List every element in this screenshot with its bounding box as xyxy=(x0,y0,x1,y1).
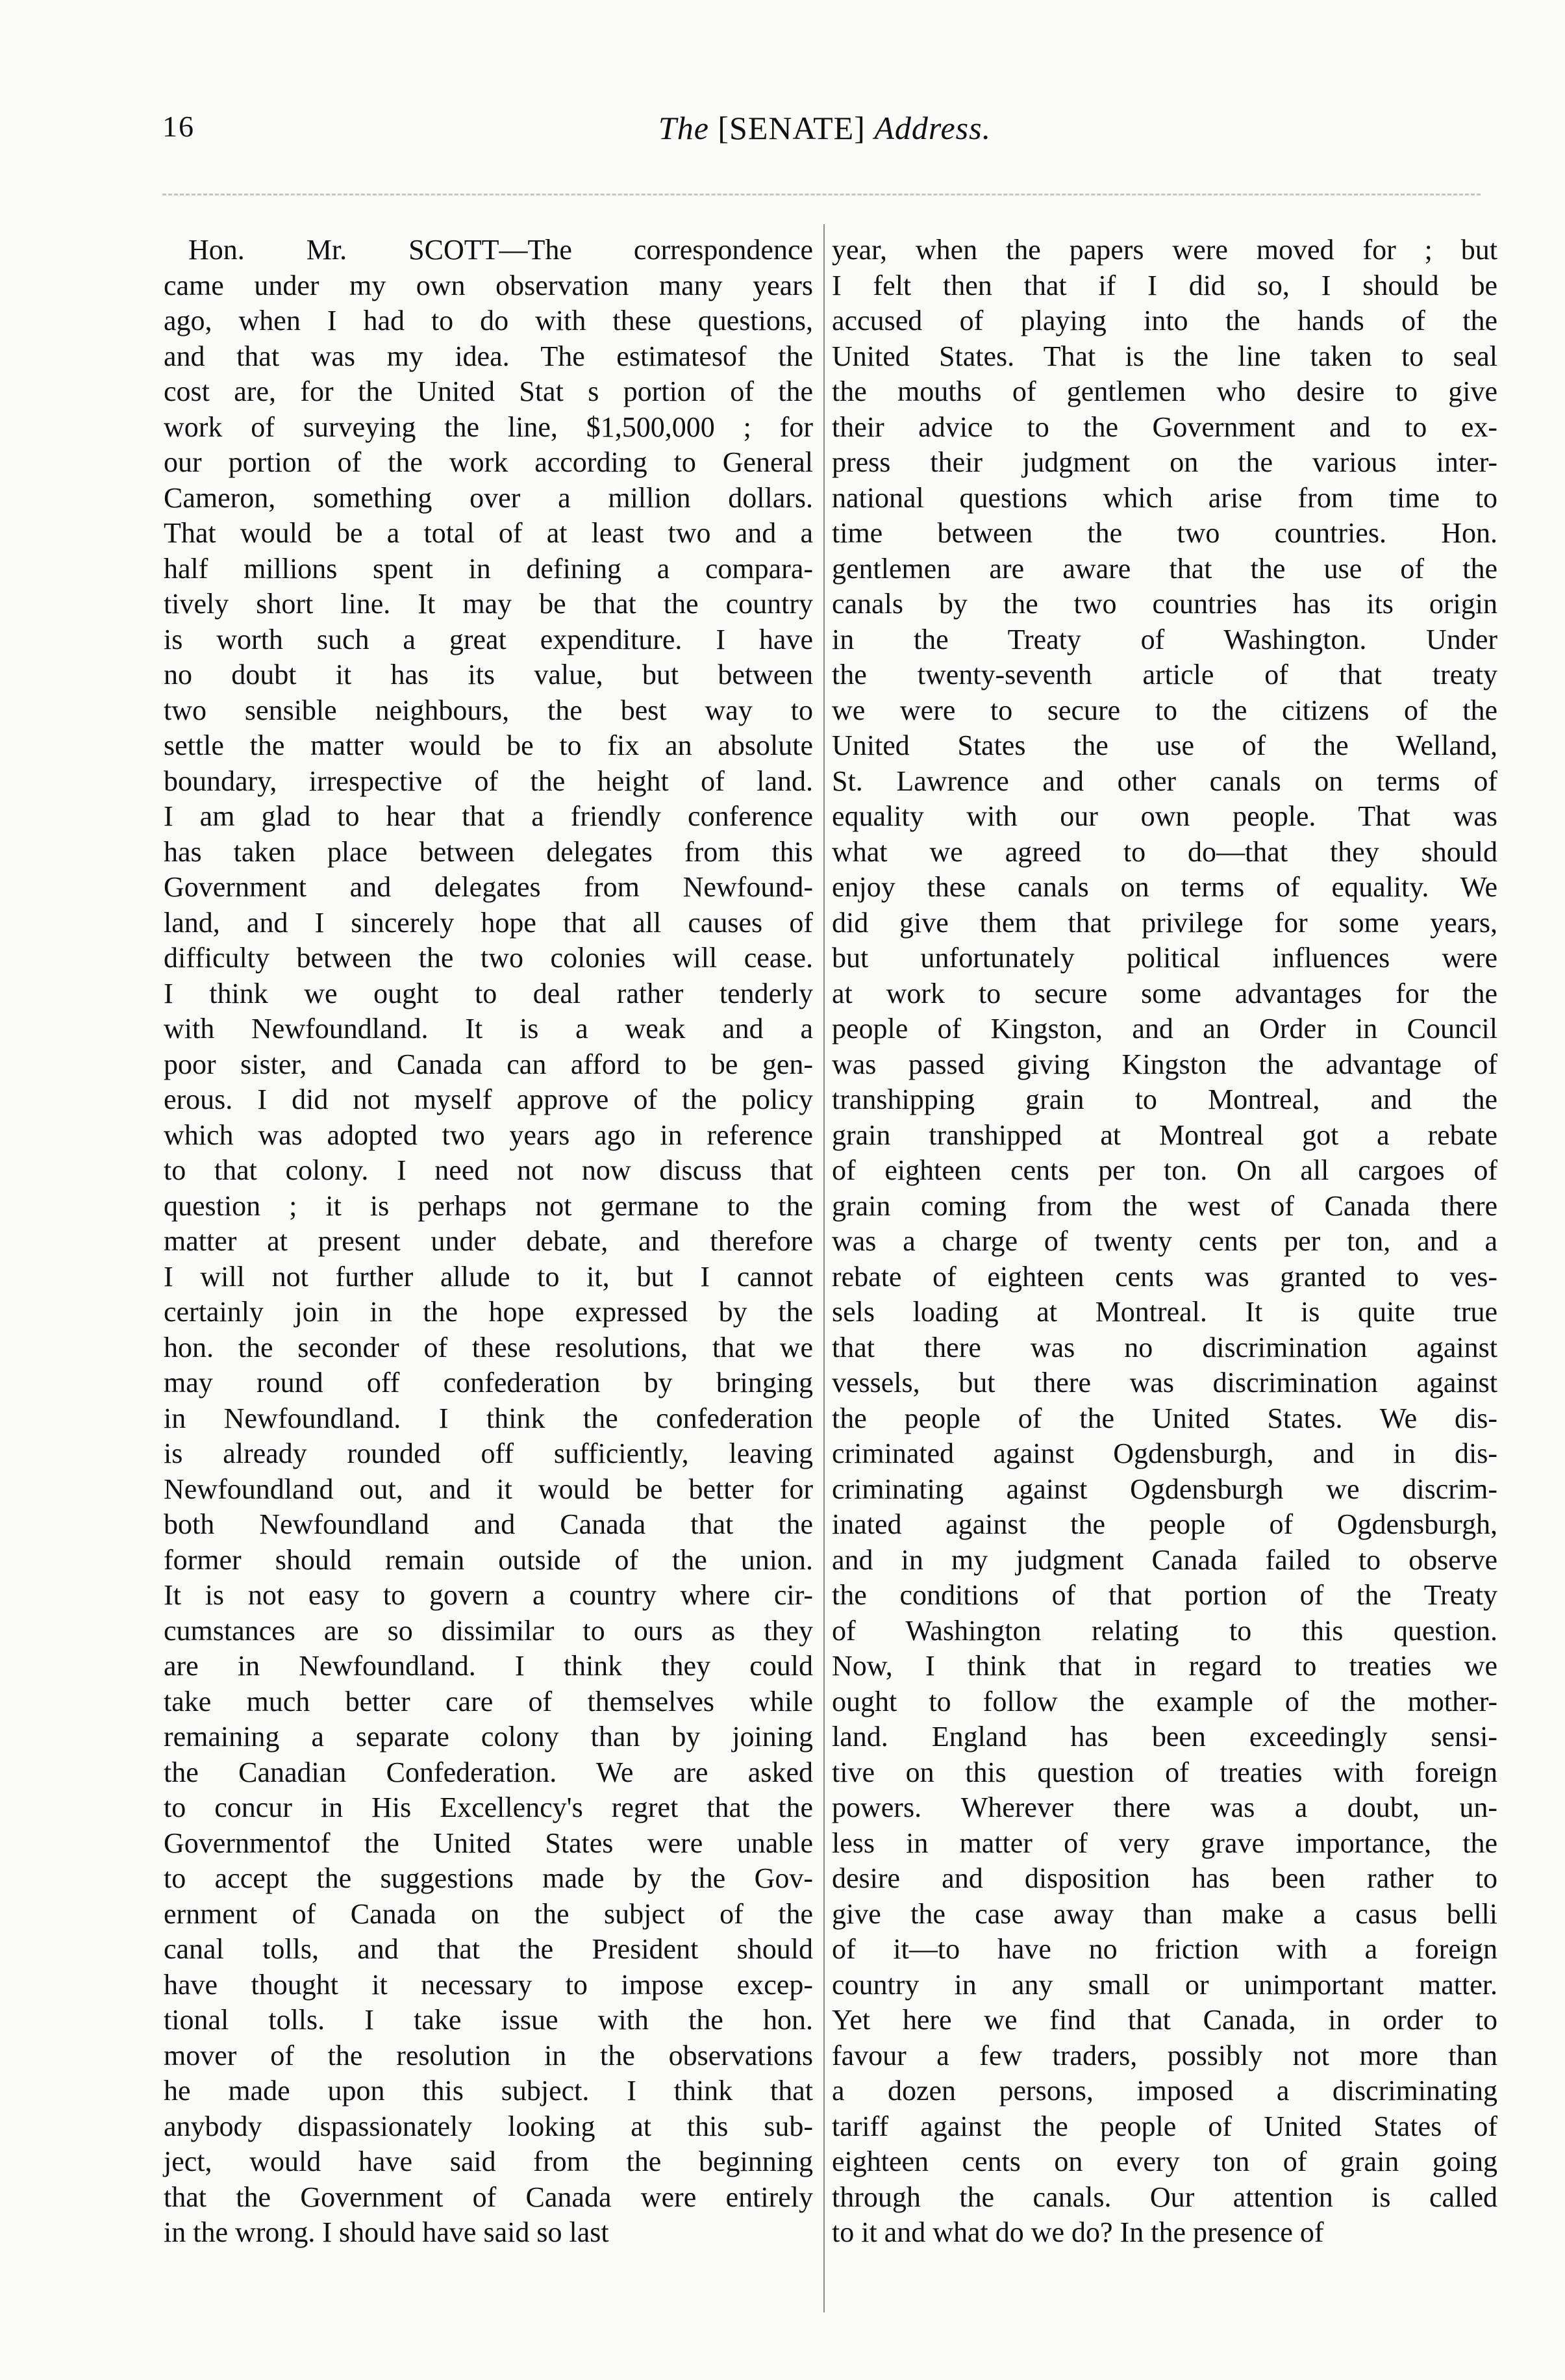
text-line: sels loading at Montreal. It is quite true xyxy=(832,1296,1497,1328)
text-line: through the canals. Our attention is called xyxy=(832,2181,1497,2213)
text-line: are in Newfoundland. I think they could xyxy=(164,1650,813,1682)
text-line: the twenty-seventh article of that treaty xyxy=(832,659,1497,690)
running-title xyxy=(156,109,1494,147)
text-line: transhipping grain to Montreal, and the xyxy=(832,1083,1497,1115)
text-line: question ; it is perhaps not germane to the xyxy=(164,1189,813,1222)
text-line: ago, when I had to do with these questions, xyxy=(164,305,813,336)
text-line: favour a few traders, possibly not more than xyxy=(832,2039,1497,2071)
text-line: remaining a separate colony than by joining xyxy=(164,1721,813,1753)
text-line: grain coming from the west of Canada there xyxy=(832,1189,1497,1222)
text-line: I think we ought to deal rather tenderly xyxy=(164,977,813,1009)
text-line: in the wrong. I should have said so last xyxy=(164,2216,609,2248)
text-line: take much better care of themselves while xyxy=(164,1685,813,1717)
text-line: rebate of eighteen cents was granted to ves- xyxy=(832,1260,1497,1293)
text-line: Now, I think that in regard to treaties we xyxy=(832,1650,1497,1682)
text-line: tive on this question of treaties with foreign xyxy=(832,1756,1497,1788)
text-line: Yet here we find that Canada, in order to xyxy=(832,2004,1497,2036)
text-line: Cameron, something over a million dollars. xyxy=(164,481,813,514)
text-line: tively short line. It may be that the country xyxy=(164,588,813,620)
text-line: their advice to the Government and to ex- xyxy=(832,411,1497,443)
text-line: former should remain outside of the union. xyxy=(164,1543,813,1576)
text-line: to concur in His Excellency's regret that the xyxy=(164,1791,813,1823)
text-line: of eighteen cents per ton. On all cargoes of xyxy=(832,1154,1497,1186)
text-line: the people of the United States. We dis- xyxy=(832,1402,1497,1434)
text-line: but unfortunately political influences were xyxy=(832,942,1497,974)
text-line: boundary, irrespective of the height of land. xyxy=(164,765,813,797)
text-line: what we agreed to do—that they should xyxy=(832,835,1497,868)
page-header xyxy=(156,109,1494,161)
text-line: criminated against Ogdensburgh, and in dis- xyxy=(832,1437,1497,1469)
text-line: anybody dispassionately looking at this sub- xyxy=(164,2110,813,2142)
text-line: United States. That is the line taken to seal xyxy=(832,340,1497,372)
text-line: the conditions of that portion of the Treaty xyxy=(832,1579,1497,1611)
text-line: Governmentof the United States were unable xyxy=(164,1827,813,1859)
text-line: national questions which arise from time to xyxy=(832,481,1497,514)
text-line: is already rounded off sufficiently, leaving xyxy=(164,1437,813,1469)
text-line: to it and what do we do? In the presence of xyxy=(832,2216,1324,2248)
text-line: we were to secure to the citizens of the xyxy=(832,694,1497,726)
text-line: time between the two countries. Hon. xyxy=(832,517,1497,549)
text-line: press their judgment on the various inter- xyxy=(832,446,1497,478)
text-line: St. Lawrence and other canals on terms of xyxy=(832,765,1497,797)
text-line: people of Kingston, and an Order in Council xyxy=(832,1013,1497,1044)
text-line: have thought it necessary to impose excep- xyxy=(164,1968,813,2001)
text-line: settle the matter would be to fix an absolute xyxy=(164,729,813,761)
text-line: tariff against the people of United States of xyxy=(832,2110,1497,2142)
running-title-address: Address. xyxy=(874,110,992,146)
text-line: did give them that privilege for some years, xyxy=(832,906,1497,939)
text-line: ernment of Canada on the subject of the xyxy=(164,1897,813,1930)
text-line: land, and I sincerely hope that all causes of xyxy=(164,906,813,939)
text-line: I am glad to hear that a friendly conference xyxy=(164,800,813,832)
text-line: accused of playing into the hands of the xyxy=(832,305,1497,336)
text-line: of Washington relating to this question. xyxy=(832,1614,1497,1647)
text-line: in the Treaty of Washington. Under xyxy=(832,623,1497,655)
text-line: land. England has been exceedingly sensi- xyxy=(832,1721,1497,1753)
text-line: of it—to have no friction with a foreign xyxy=(832,1933,1497,1965)
text-line: may round off confederation by bringing xyxy=(164,1367,813,1399)
text-line: to that colony. I need not now discuss that xyxy=(164,1154,813,1186)
text-line: eighteen cents on every ton of grain going xyxy=(832,2146,1497,2177)
text-line: our portion of the work according to General xyxy=(164,446,813,478)
text-line: and that was my idea. The estimatesof the xyxy=(164,340,813,372)
text-line: two sensible neighbours, the best way to xyxy=(164,694,813,726)
right-column xyxy=(832,233,1497,2251)
text-line: It is not easy to govern a country where cir- xyxy=(164,1579,813,1611)
text-line: criminating against Ogdensburgh we discrim- xyxy=(832,1473,1497,1505)
text-line: I felt then that if I did so, I should be xyxy=(832,269,1497,301)
text-line: poor sister, and Canada can afford to be gen- xyxy=(164,1048,813,1080)
text-line: work of surveying the line, $1,500,000 ; for xyxy=(164,411,813,443)
text-line: no doubt it has its value, but between xyxy=(164,659,813,690)
text-line: gentlemen are aware that the use of the xyxy=(832,552,1497,585)
text-line: ought to follow the example of the mother- xyxy=(832,1685,1497,1717)
text-line: at work to secure some advantages for the xyxy=(832,977,1497,1009)
text-line: hon. the seconder of these resolutions, that we xyxy=(164,1331,813,1363)
running-title-senate: [SENATE] xyxy=(718,110,866,146)
text-line: Newfoundland out, and it would be better for xyxy=(164,1473,813,1505)
header-rule xyxy=(162,194,1481,196)
column-divider xyxy=(823,224,825,2312)
text-line: canal tolls, and that the President should xyxy=(164,1933,813,1965)
text-line: Government and delegates from Newfound- xyxy=(164,871,813,903)
text-line: came under my own observation many years xyxy=(164,269,813,301)
text-line: matter at present under debate, and therefore xyxy=(164,1225,813,1257)
left-column xyxy=(164,233,813,2251)
text-line: grain transhipped at Montreal got a rebate xyxy=(832,1119,1497,1151)
text-line: the mouths of gentlemen who desire to give xyxy=(832,375,1497,407)
text-line: and in my judgment Canada failed to observe xyxy=(832,1543,1497,1576)
text-line: erous. I did not myself approve of the policy xyxy=(164,1083,813,1115)
text-line: give the case away than make a casus belli xyxy=(832,1897,1497,1930)
text-line: that the Government of Canada were entirely xyxy=(164,2181,813,2213)
text-line: United States the use of the Welland, xyxy=(832,729,1497,761)
text-line: the Canadian Confederation. We are asked xyxy=(164,1756,813,1788)
text-line: certainly join in the hope expressed by the xyxy=(164,1296,813,1328)
text-line: enjoy these canals on terms of equality. We xyxy=(832,871,1497,903)
text-line: mover of the resolution in the observations xyxy=(164,2039,813,2071)
text-line: to accept the suggestions made by the Gov- xyxy=(164,1862,813,1894)
text-line: was passed giving Kingston the advantage of xyxy=(832,1048,1497,1080)
text-line: was a charge of twenty cents per ton, and a xyxy=(832,1225,1497,1257)
text-line: that there was no discrimination against xyxy=(832,1331,1497,1363)
text-line: country in any small or unimportant matter. xyxy=(832,1968,1497,2001)
text-line: difficulty between the two colonies will cease. xyxy=(164,942,813,974)
text-line: which was adopted two years ago in reference xyxy=(164,1119,813,1151)
text-line: with Newfoundland. It is a weak and a xyxy=(164,1013,813,1044)
text-line: has taken place between delegates from this xyxy=(164,835,813,868)
text-line: That would be a total of at least two and a xyxy=(164,517,813,549)
text-line: both Newfoundland and Canada that the xyxy=(164,1508,813,1540)
text-line: powers. Wherever there was a doubt, un- xyxy=(832,1791,1497,1823)
text-line: desire and disposition has been rather to xyxy=(832,1862,1497,1894)
text-line: canals by the two countries has its origin xyxy=(832,588,1497,620)
text-line: equality with our own people. That was xyxy=(832,800,1497,832)
text-line: tional tolls. I take issue with the hon. xyxy=(164,2004,813,2036)
text-line: cumstances are so dissimilar to ours as they xyxy=(164,1614,813,1647)
text-line: year, when the papers were moved for ; but xyxy=(832,234,1497,266)
text-line: cost are, for the United Stat s portion of the xyxy=(164,375,813,407)
text-line: half millions spent in defining a compara- xyxy=(164,552,813,585)
text-line: a dozen persons, imposed a discriminating xyxy=(832,2075,1497,2107)
running-title-the: The xyxy=(658,110,709,146)
text-line: ject, would have said from the beginning xyxy=(164,2146,813,2177)
text-line: inated against the people of Ogdensburgh, xyxy=(832,1508,1497,1540)
text-line: he made upon this subject. I think that xyxy=(164,2075,813,2107)
text-line: less in matter of very grave importance, the xyxy=(832,1827,1497,1859)
text-line: is worth such a great expenditure. I have xyxy=(164,623,813,655)
text-line: Hon. Mr. SCOTT—The correspondence xyxy=(188,234,813,266)
page-number: 16 xyxy=(162,110,195,143)
text-line: vessels, but there was discrimination against xyxy=(832,1367,1497,1399)
text-line: in Newfoundland. I think the confederation xyxy=(164,1402,813,1434)
text-line: I will not further allude to it, but I cannot xyxy=(164,1260,813,1293)
